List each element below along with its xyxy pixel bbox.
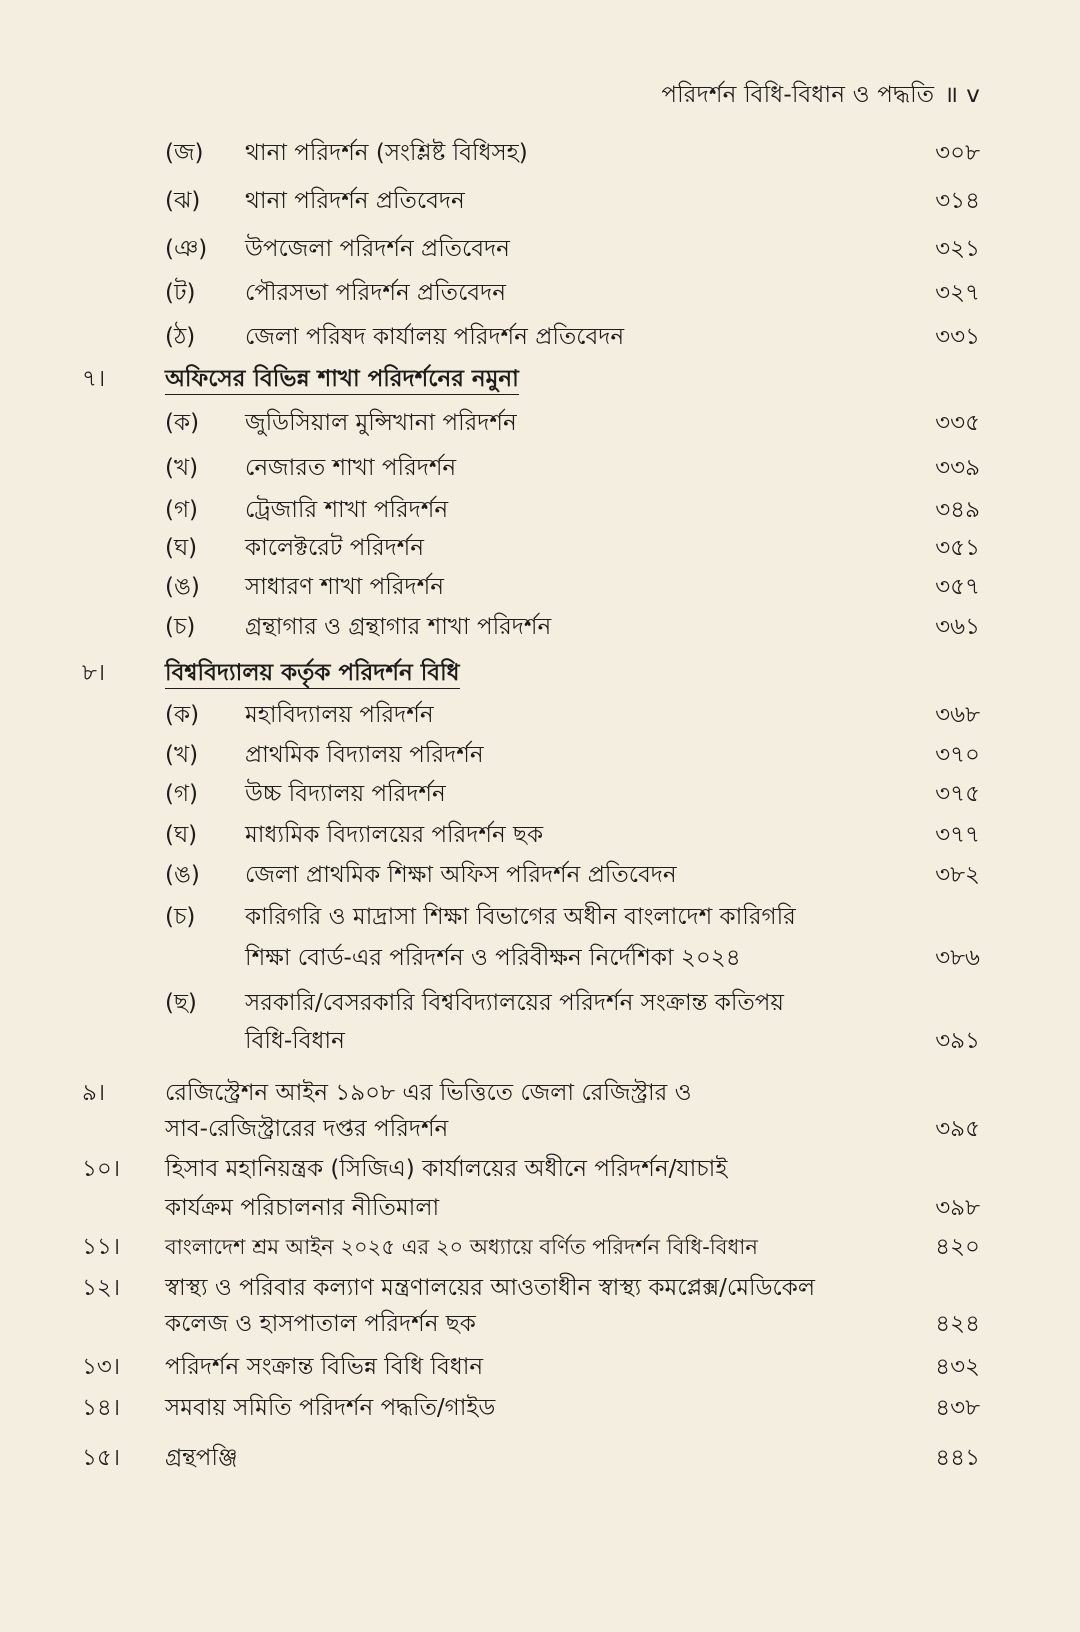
section-page: ৪৩২: [935, 1354, 980, 1380]
entry-marker: (ঝ): [165, 188, 201, 214]
entry-title: থানা পরিদর্শন প্রতিবেদন: [245, 188, 465, 214]
entry-title: সাধারণ শাখা পরিদর্শন: [245, 574, 444, 600]
entry-marker: (ঘ): [165, 535, 198, 561]
entry-page: ৩৭০: [935, 742, 980, 768]
entry-title: কালেক্টরেট পরিদর্শন: [245, 535, 425, 561]
section-page: ৪৩৮: [935, 1395, 980, 1421]
entry-marker: (গ): [165, 781, 199, 807]
section-number: ৭।: [82, 366, 106, 392]
entry-marker: (খ): [165, 455, 199, 481]
entry-page: ৩৭৭: [935, 822, 980, 848]
entry-title: উচ্চ বিদ্যালয় পরিদর্শন: [245, 781, 446, 807]
entry-marker: (চ): [165, 614, 196, 640]
section-title: স্বাস্থ্য ও পরিবার কল্যাণ মন্ত্রণালয়ের আওতাধীন স্বাস্থ্য কমপ্লেক্স/মেডিকেল: [165, 1275, 815, 1301]
section-title: গ্রন্থপঞ্জি: [165, 1445, 238, 1471]
entry-title: নেজারত শাখা পরিদর্শন: [245, 455, 457, 481]
section-page: ৪৪১: [935, 1445, 980, 1471]
entry-title: জেলা প্রাথমিক শিক্ষা অফিস পরিদর্শন প্রতিবেদন: [245, 862, 677, 888]
section-title: রেজিস্ট্রেশন আইন ১৯০৮ এর ভিত্তিতে জেলা রেজিস্ট্রার ও: [165, 1080, 692, 1106]
running-head-separator: ॥: [944, 82, 959, 108]
entry-marker: (ঘ): [165, 822, 198, 848]
entry-marker: (ঙ): [165, 862, 200, 888]
entry-marker: (ঠ): [165, 324, 196, 350]
entry-marker: (ঞ): [165, 236, 208, 262]
entry-page: ৩১৪: [935, 188, 980, 214]
entry-page: ৩২১: [935, 236, 980, 262]
entry-marker: (ক): [165, 702, 200, 728]
entry-title: গ্রন্থাগার ও গ্রন্থাগার শাখা পরিদর্শন: [245, 614, 552, 640]
section-title: সমবায় সমিতি পরিদর্শন পদ্ধতি/গাইড: [165, 1395, 496, 1421]
entry-marker: (খ): [165, 742, 199, 768]
entry-page: ৩৩৫: [935, 410, 980, 436]
entry-page: ৩৩১: [935, 324, 980, 350]
entry-page: ৩৯১: [935, 1028, 980, 1054]
section-title: পরিদর্শন সংক্রান্ত বিভিন্ন বিধি বিধান: [165, 1354, 484, 1380]
entry-page: ৩৬১: [935, 614, 980, 640]
section-number: ১০।: [82, 1156, 121, 1182]
entry-marker: (ট): [165, 280, 196, 306]
entry-page: ৩৫৭: [935, 574, 980, 600]
section-page: ৩৯৫: [935, 1116, 980, 1142]
entry-marker: (জ): [165, 140, 204, 166]
entry-page: ৩৮২: [935, 862, 980, 888]
entry-marker: (গ): [165, 497, 199, 523]
entry-title: প্রাথমিক বিদ্যালয় পরিদর্শন: [245, 742, 484, 768]
entry-page: ৩৭৫: [935, 781, 980, 807]
running-head: [661, 76, 980, 115]
section-title: কার্যক্রম পরিচালনার নীতিমালা: [165, 1195, 440, 1221]
section-title: কলেজ ও হাসপাতাল পরিদর্শন ছক: [165, 1311, 476, 1337]
section-number: ৯।: [82, 1080, 106, 1106]
section-number: ১১।: [82, 1234, 121, 1260]
entry-title: সরকারি/বেসরকারি বিশ্ববিদ্যালয়ের পরিদর্শন সংক্রান্ত কতিপয়: [245, 990, 784, 1016]
section-title: সাব-রেজিস্ট্রারের দপ্তর পরিদর্শন: [165, 1116, 449, 1142]
entry-page: ৩৬৮: [935, 702, 980, 728]
entry-marker: (ছ): [165, 990, 197, 1016]
running-head-title: পরিদর্শন বিধি-বিধান ও পদ্ধতি: [661, 82, 935, 108]
entry-page: ৩৫১: [935, 535, 980, 561]
section-title: বাংলাদেশ শ্রম আইন ২০২৫ এর ২০ অধ্যায়ে বর্ণিত পরিদর্শন বিধি-বিধান: [165, 1235, 758, 1259]
entry-title: মাধ্যমিক বিদ্যালয়ের পরিদর্শন ছক: [245, 822, 544, 848]
entry-page: ৩২৭: [935, 280, 980, 306]
running-head-page-number: v: [966, 82, 980, 108]
section-page: ৪২০: [935, 1234, 980, 1260]
entry-page: ৩০৮: [935, 140, 980, 166]
entry-page: ৩৮৬: [935, 945, 980, 971]
section-page: ৩৯৮: [935, 1195, 980, 1221]
entry-title: জুডিসিয়াল মুন্সিখানা পরিদর্শন: [245, 410, 517, 436]
entry-marker: (ঙ): [165, 574, 200, 600]
entry-page: ৩৩৯: [935, 455, 980, 481]
entry-marker: (ক): [165, 410, 200, 436]
section-number: ৮।: [82, 660, 106, 686]
entry-title: থানা পরিদর্শন (সংশ্লিষ্ট বিধিসহ): [245, 140, 528, 166]
entry-title: বিধি-বিধান: [245, 1028, 345, 1054]
section-title: অফিসের বিভিন্ন শাখা পরিদর্শনের নমুনা: [165, 364, 519, 395]
entry-page: ৩৪৯: [935, 497, 980, 523]
entry-marker: (চ): [165, 904, 196, 930]
section-number: ১৫।: [82, 1445, 121, 1471]
entry-title: উপজেলা পরিদর্শন প্রতিবেদন: [245, 236, 510, 262]
entry-title: কারিগরি ও মাদ্রাসা শিক্ষা বিভাগের অধীন বাংলাদেশ কারিগরি: [245, 904, 796, 930]
entry-title: শিক্ষা বোর্ড-এর পরিদর্শন ও পরিবীক্ষন নির্দেশিকা ২০২৪: [245, 945, 741, 971]
section-title: হিসাব মহানিয়ন্ত্রক (সিজিএ) কার্যালয়ের অধীনে পরিদর্শন/যাচাই: [165, 1156, 728, 1182]
entry-title: মহাবিদ্যালয় পরিদর্শন: [245, 702, 434, 728]
section-page: ৪২৪: [935, 1311, 980, 1337]
section-number: ১২।: [82, 1275, 121, 1301]
section-number: ১৪।: [82, 1395, 121, 1421]
entry-title: পৌরসভা পরিদর্শন প্রতিবেদন: [245, 280, 506, 306]
entry-title: ট্রেজারি শাখা পরিদর্শন: [245, 497, 449, 523]
section-number: ১৩।: [82, 1354, 121, 1380]
section-title: বিশ্ববিদ্যালয় কর্তৃক পরিদর্শন বিধি: [165, 658, 460, 689]
entry-title: জেলা পরিষদ কার্যালয় পরিদর্শন প্রতিবেদন: [245, 324, 625, 350]
